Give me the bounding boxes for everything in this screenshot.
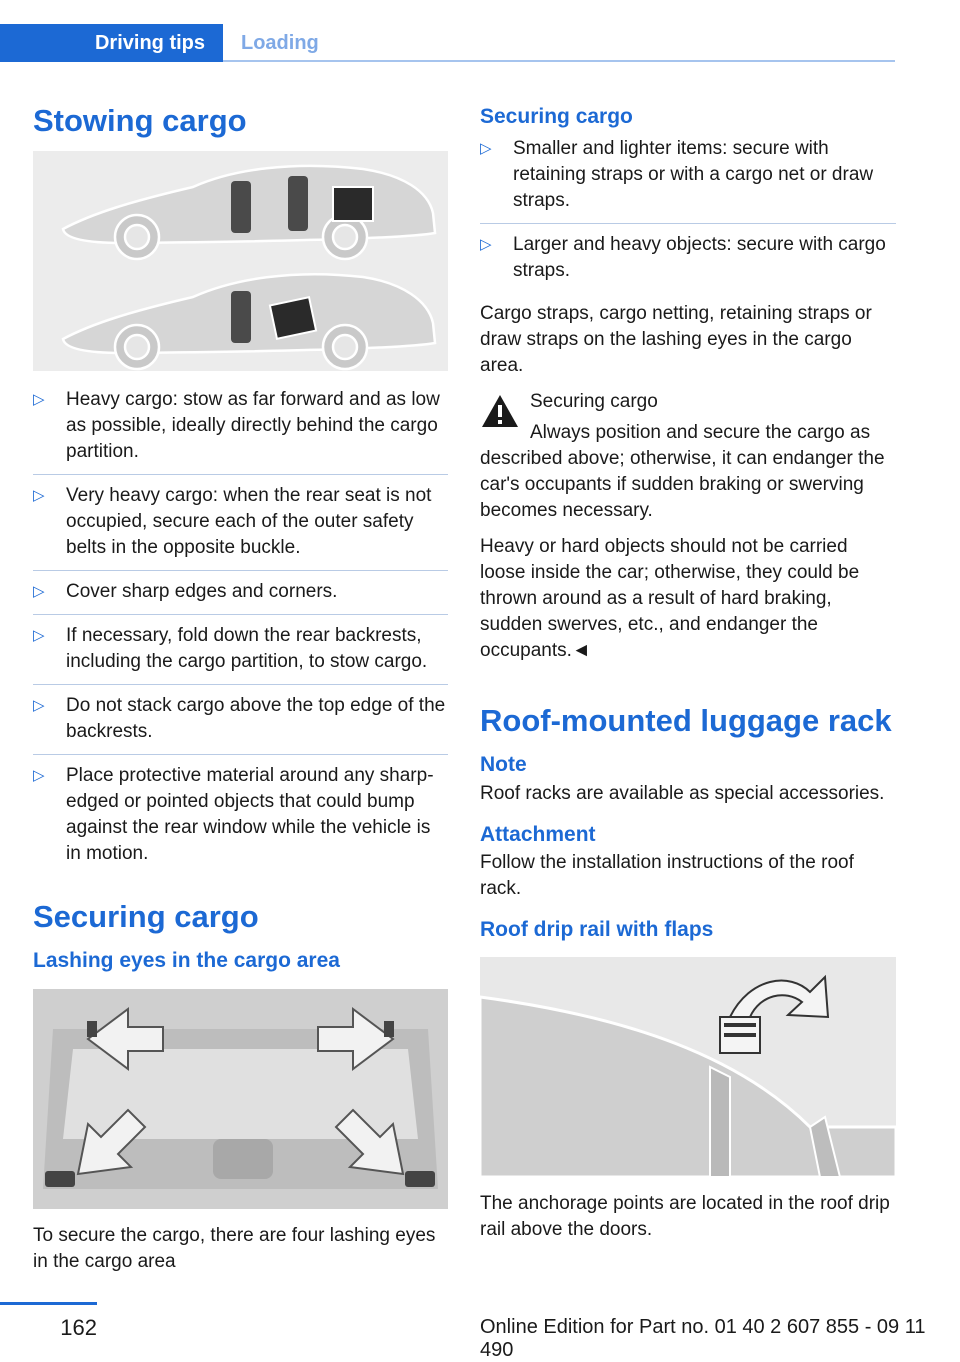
drip-rail-figure bbox=[480, 957, 896, 1177]
car-side-view-illustration bbox=[33, 151, 448, 371]
stowing-cargo-figure bbox=[33, 151, 448, 371]
list-item: ▷ Smaller and lighter items: secure with retaining straps or with a cargo net or draw straps. bbox=[480, 136, 896, 224]
list-item: ▷ Cover sharp edges and corners. bbox=[33, 579, 448, 615]
triangle-bullet-icon: ▷ bbox=[480, 140, 492, 158]
attachment-text: Follow the installation instructions of the roof rack. bbox=[480, 852, 854, 900]
lashing-eyes-caption: To secure the cargo, there are four lashing eyes in the cargo area bbox=[33, 1224, 436, 1272]
stowing-cargo-list bbox=[33, 387, 448, 876]
roof-rail-illustration bbox=[480, 957, 896, 1177]
triangle-bullet-icon: ▷ bbox=[33, 627, 45, 645]
roof-rack-heading: Roof-mounted luggage rack bbox=[480, 703, 892, 739]
triangle-bullet-icon: ▷ bbox=[480, 236, 492, 254]
cargo-area-illustration bbox=[33, 989, 448, 1209]
list-item: ▷ Very heavy cargo: when the rear seat is not occupied, secure each of the outer safety belts in the opposite buckle. bbox=[33, 483, 448, 571]
page-number: 162 bbox=[60, 1315, 97, 1340]
triangle-bullet-icon: ▷ bbox=[33, 487, 45, 505]
securing-cargo-list bbox=[480, 136, 896, 293]
attachment-heading: Attachment bbox=[480, 822, 596, 846]
note-text: Roof racks are available as special accessories. bbox=[480, 782, 885, 804]
warning-triangle-icon bbox=[480, 393, 520, 429]
securing-cargo-subheading: Securing cargo bbox=[480, 105, 633, 128]
stowing-cargo-heading: Stowing cargo bbox=[33, 103, 247, 138]
triangle-bullet-icon: ▷ bbox=[33, 391, 45, 409]
note-heading: Note bbox=[480, 753, 527, 777]
lashing-eyes-figure bbox=[33, 989, 448, 1209]
tab-driving-tips[interactable]: Driving tips bbox=[0, 24, 223, 62]
warning-block bbox=[480, 389, 896, 524]
list-item: ▷ Place protective material around any sharp-edged or pointed objects that could bump against the rear window while the vehicle is in motion. bbox=[33, 765, 434, 865]
header-tabs bbox=[0, 0, 960, 64]
right-column bbox=[480, 90, 896, 1243]
warning-text: Always position and secure the cargo as described above; otherwise, it can endanger the car's occupants if sudden braking or swerving becomes necessary. bbox=[480, 422, 885, 522]
list-item: ▷ Do not stack cargo above the top edge of the backrests. bbox=[33, 693, 448, 755]
drip-rail-caption: The anchorage points are located in the roof drip rail above the doors. bbox=[480, 1193, 890, 1241]
drip-rail-heading: Roof drip rail with flaps bbox=[480, 918, 714, 942]
warning-title: Securing cargo bbox=[530, 391, 658, 413]
footer-rule bbox=[0, 1302, 97, 1305]
left-column bbox=[33, 90, 448, 1275]
securing-cargo-heading: Securing cargo bbox=[33, 899, 259, 935]
header-rule bbox=[223, 60, 895, 62]
lashing-eyes-heading: Lashing eyes in the cargo area bbox=[33, 949, 340, 973]
triangle-bullet-icon: ▷ bbox=[33, 697, 45, 715]
online-edition-text: Online Edition for Part no. 01 40 2 607 855 - 09 11 490 bbox=[480, 1316, 926, 1361]
tab-loading[interactable]: Loading bbox=[241, 31, 319, 54]
triangle-bullet-icon: ▷ bbox=[33, 583, 45, 601]
straps-paragraph: Cargo straps, cargo netting, retaining straps or draw straps on the lashing eyes in the cargo area. bbox=[480, 303, 872, 377]
list-item: ▷ Heavy cargo: stow as far forward and as low as possible, ideally directly behind the cargo partition. bbox=[33, 387, 448, 475]
heavy-objects-paragraph: Heavy or hard objects should not be carried loose inside the car; otherwise, they could be thrown around as a result of hard braking, sudden swerves, etc., and endanger the occupants.◄ bbox=[480, 536, 860, 662]
list-item: ▷ Larger and heavy objects: secure with cargo straps. bbox=[480, 234, 886, 282]
triangle-bullet-icon: ▷ bbox=[33, 767, 45, 785]
list-item: ▷ If necessary, fold down the rear backrests, including the cargo partition, to stow cargo. bbox=[33, 623, 448, 685]
